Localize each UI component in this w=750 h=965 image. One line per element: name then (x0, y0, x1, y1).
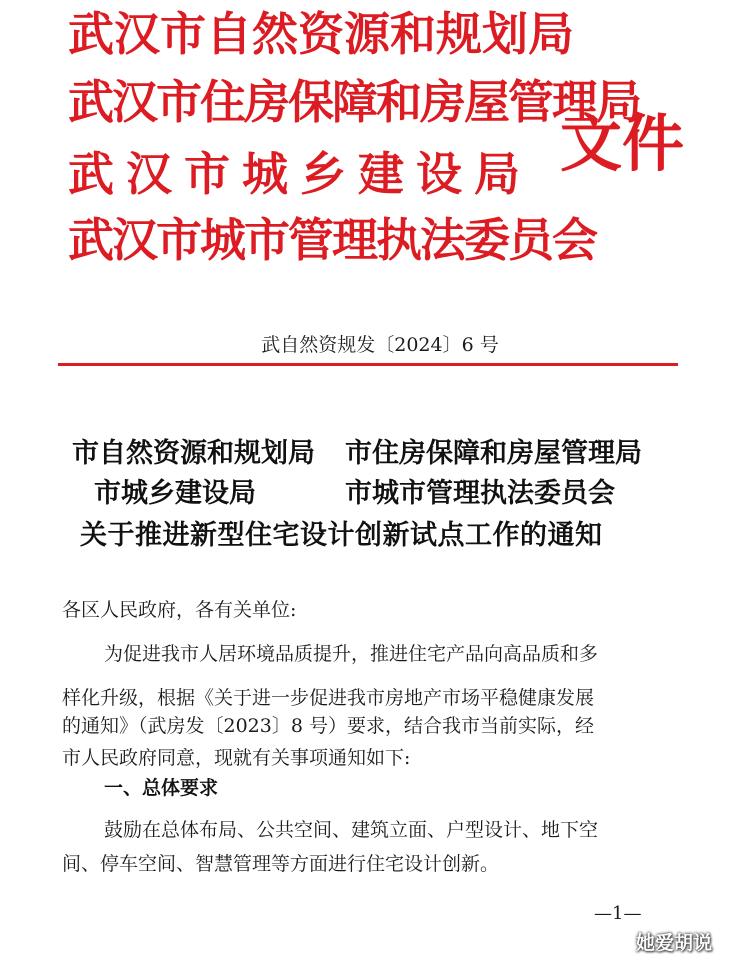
salutation: 各区人民政府，各有关单位: (62, 599, 297, 621)
paragraph-line: 市人民政府同意，现就有关事项通知如下: (62, 747, 411, 769)
title-issuer-1: 市自然资源和规划局 (72, 438, 315, 469)
issuer-housing-bureau: 武汉市住房保障和房屋管理局 (68, 75, 640, 129)
issuer-urban-management: 武汉市城市管理执法委员会 (68, 213, 596, 267)
document-label: 文件 (560, 107, 685, 180)
document-number: 武自然资规发〔2024〕6 号 (261, 334, 499, 356)
issuer-natural-resources: 武汉市自然资源和规划局 (68, 7, 574, 61)
issuer-construction-bureau: 武汉市城乡建设局 (68, 147, 532, 201)
page-number: —1— (594, 903, 642, 924)
notice-title: 关于推进新型住宅设计创新试点工作的通知 (80, 520, 603, 551)
title-issuer-3: 市城乡建设局 (94, 478, 256, 509)
title-issuer-2: 市住房保障和房屋管理局 (345, 438, 642, 469)
title-issuer-4: 市城市管理执法委员会 (345, 478, 615, 509)
paragraph-line: 为促进我市人居环境品质提升，推进住宅产品向高品质和多 (104, 643, 599, 665)
paragraph-line: 的通知》（武房发〔2023〕8 号）要求，结合我市当前实际，经 (62, 715, 594, 737)
watermark: 她爱胡说 (636, 932, 713, 954)
red-divider (58, 363, 678, 366)
paragraph-line: 鼓励在总体布局、公共空间、建筑立面、户型设计、地下空 (104, 819, 599, 841)
paragraph-line: 间、停车空间、智慧管理等方面进行住宅设计创新。 (62, 853, 500, 875)
paragraph-line: 样化升级，根据《关于进一步促进我市房地产市场平稳健康发展 (62, 687, 595, 709)
section-heading: 一、总体要求 (104, 777, 219, 799)
